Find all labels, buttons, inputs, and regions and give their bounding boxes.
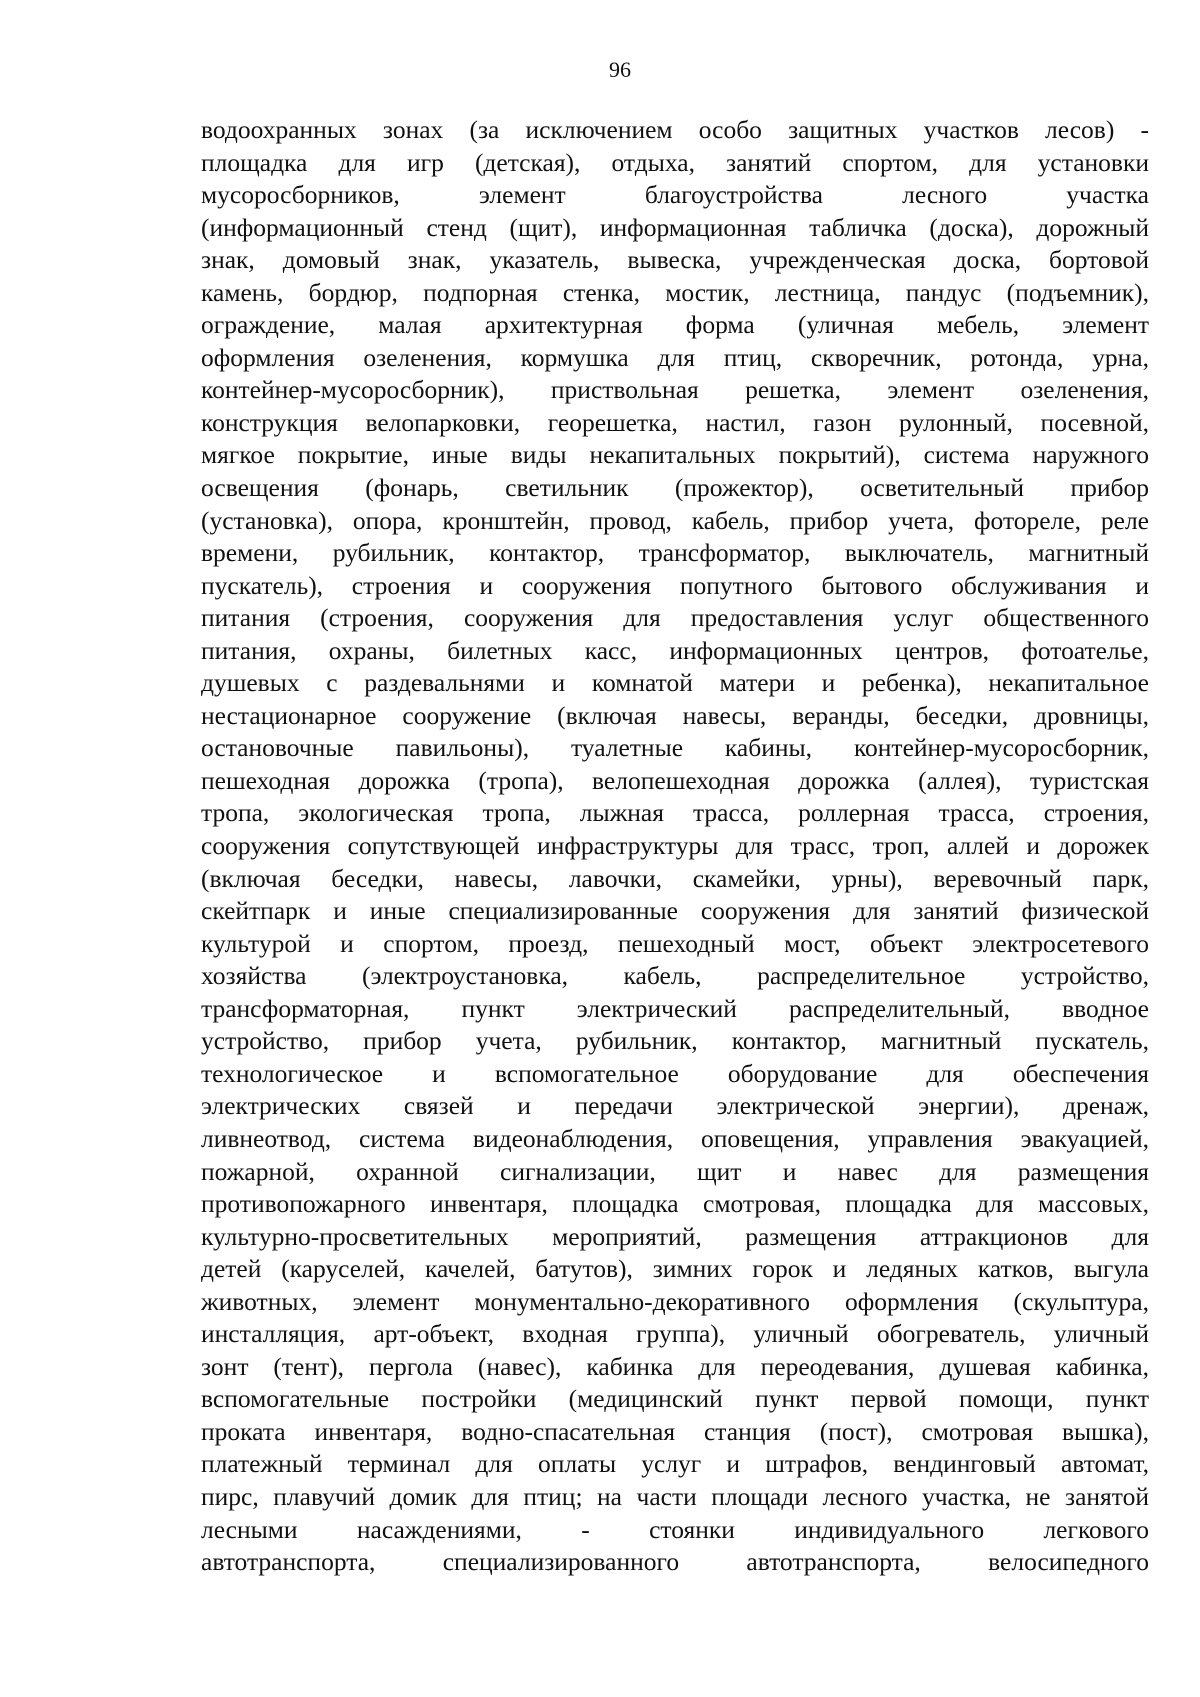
text-line: устройство, прибор учета, рубильник, контактор, магнитный пускатель, [201, 1026, 1149, 1056]
text-line: ограждение, малая архитектурная форма (уличная мебель, элемент [201, 310, 1149, 340]
text-line: времени, рубильник, контактор, трансформатор, выключатель, магнитный [201, 538, 1149, 568]
text-line: детей (каруселей, качелей, батутов), зимних горок и ледяных катков, выгула [201, 1254, 1149, 1284]
text-line: противопожарного инвентаря, площадка смотровая, площадка для массовых, [201, 1189, 1149, 1219]
text-line: знак, домовый знак, указатель, вывеска, учрежденческая доска, бортовой [201, 245, 1149, 275]
text-line: животных, элемент монументально-декоративного оформления (скульптура, [201, 1286, 1149, 1316]
text-line: хозяйства (электроустановка, кабель, распределительное устройство, [201, 961, 1149, 991]
page-number: 96 [609, 57, 631, 82]
text-line: культурой и спортом, проезд, пешеходный мост, объект электросетевого [201, 928, 1149, 958]
text-line: проката инвентаря, водно-спасательная станция (пост), смотровая вышка), [201, 1416, 1149, 1446]
text-line: автотранспорта, специализированного автотранспорта, велосипедного [201, 1547, 1149, 1577]
text-line: технологическое и вспомогательное оборудование для обеспечения [201, 1058, 1149, 1088]
text-line: остановочные павильоны), туалетные кабины, контейнер-мусоросборник, [201, 733, 1149, 763]
text-line: питания (строения, сооружения для предоставления услуг общественного [201, 603, 1149, 633]
text-line: пожарной, охранной сигнализации, щит и навес для размещения [201, 1156, 1149, 1186]
text-line: трансформаторная, пункт электрический распределительный, вводное [201, 993, 1149, 1023]
text-line: оформления озеленения, кормушка для птиц, скворечник, ротонда, урна, [201, 342, 1149, 372]
text-line: (информационный стенд (щит), информационная табличка (доска), дорожный [201, 212, 1149, 242]
text-line: контейнер-мусоросборник), приствольная решетка, элемент озеленения, [201, 375, 1149, 405]
text-line: лесными насаждениями, - стоянки индивидуального легкового [201, 1514, 1149, 1544]
text-line: вспомогательные постройки (медицинский пункт первой помощи, пункт [201, 1384, 1149, 1414]
text-line: пирс, плавучий домик для птиц; на части площади лесного участка, не занятой [201, 1481, 1149, 1511]
text-line: платежный терминал для оплаты услуг и штрафов, вендинговый автомат, [201, 1449, 1149, 1479]
text-line: водоохранных зонах (за исключением особо защитных участков лесов) - [201, 115, 1149, 144]
text-line: сооружения сопутствующей инфраструктуры для трасс, троп, аллей и дорожек [201, 831, 1149, 861]
body-text [201, 114, 1149, 1579]
text-line: мягкое покрытие, иные виды некапитальных покрытий), система наружного [201, 440, 1149, 470]
text-line: тропа, экологическая тропа, лыжная трасса, роллерная трасса, строения, [201, 798, 1149, 828]
text-line: душевых с раздевальнями и комнатой матери и ребенка), некапитальное [201, 668, 1149, 698]
text-line: питания, охраны, билетных касс, информационных центров, фотоателье, [201, 635, 1149, 665]
text-line: ливнеотвод, система видеонаблюдения, оповещения, управления эвакуацией, [201, 1123, 1149, 1153]
text-line: зонт (тент), пергола (навес), кабинка для переодевания, душевая кабинка, [201, 1351, 1149, 1381]
text-line: мусоросборников, элемент благоустройства лесного участка [201, 180, 1149, 210]
text-line: пешеходная дорожка (тропа), велопешеходная дорожка (аллея), туристская [201, 765, 1149, 795]
text-line: освещения (фонарь, светильник (прожектор), осветительный прибор [201, 473, 1149, 503]
text-line: электрических связей и передачи электрической энергии), дренаж, [201, 1091, 1149, 1121]
text-line: инсталляция, арт-объект, входная группа), уличный обогреватель, уличный [201, 1319, 1149, 1349]
text-line: нестационарное сооружение (включая навесы, веранды, беседки, дровницы, [201, 700, 1149, 730]
text-line: скейтпарк и иные специализированные сооружения для занятий физической [201, 896, 1149, 926]
text-line: конструкция велопарковки, георешетка, настил, газон рулонный, посевной, [201, 407, 1149, 437]
text-line: площадка для игр (детская), отдыха, занятий спортом, для установки [201, 147, 1149, 177]
text-line: (установка), опора, кронштейн, провод, кабель, прибор учета, фотореле, реле [201, 505, 1149, 535]
text-line: пускатель), строения и сооружения попутного бытового обслуживания и [201, 570, 1149, 600]
text-line: (включая беседки, навесы, лавочки, скамейки, урны), веревочный парк, [201, 863, 1149, 893]
text-line: культурно-просветительных мероприятий, размещения аттракционов для [201, 1221, 1149, 1251]
text-line: камень, бордюр, подпорная стенка, мостик, лестница, пандус (подъемник), [201, 277, 1149, 307]
